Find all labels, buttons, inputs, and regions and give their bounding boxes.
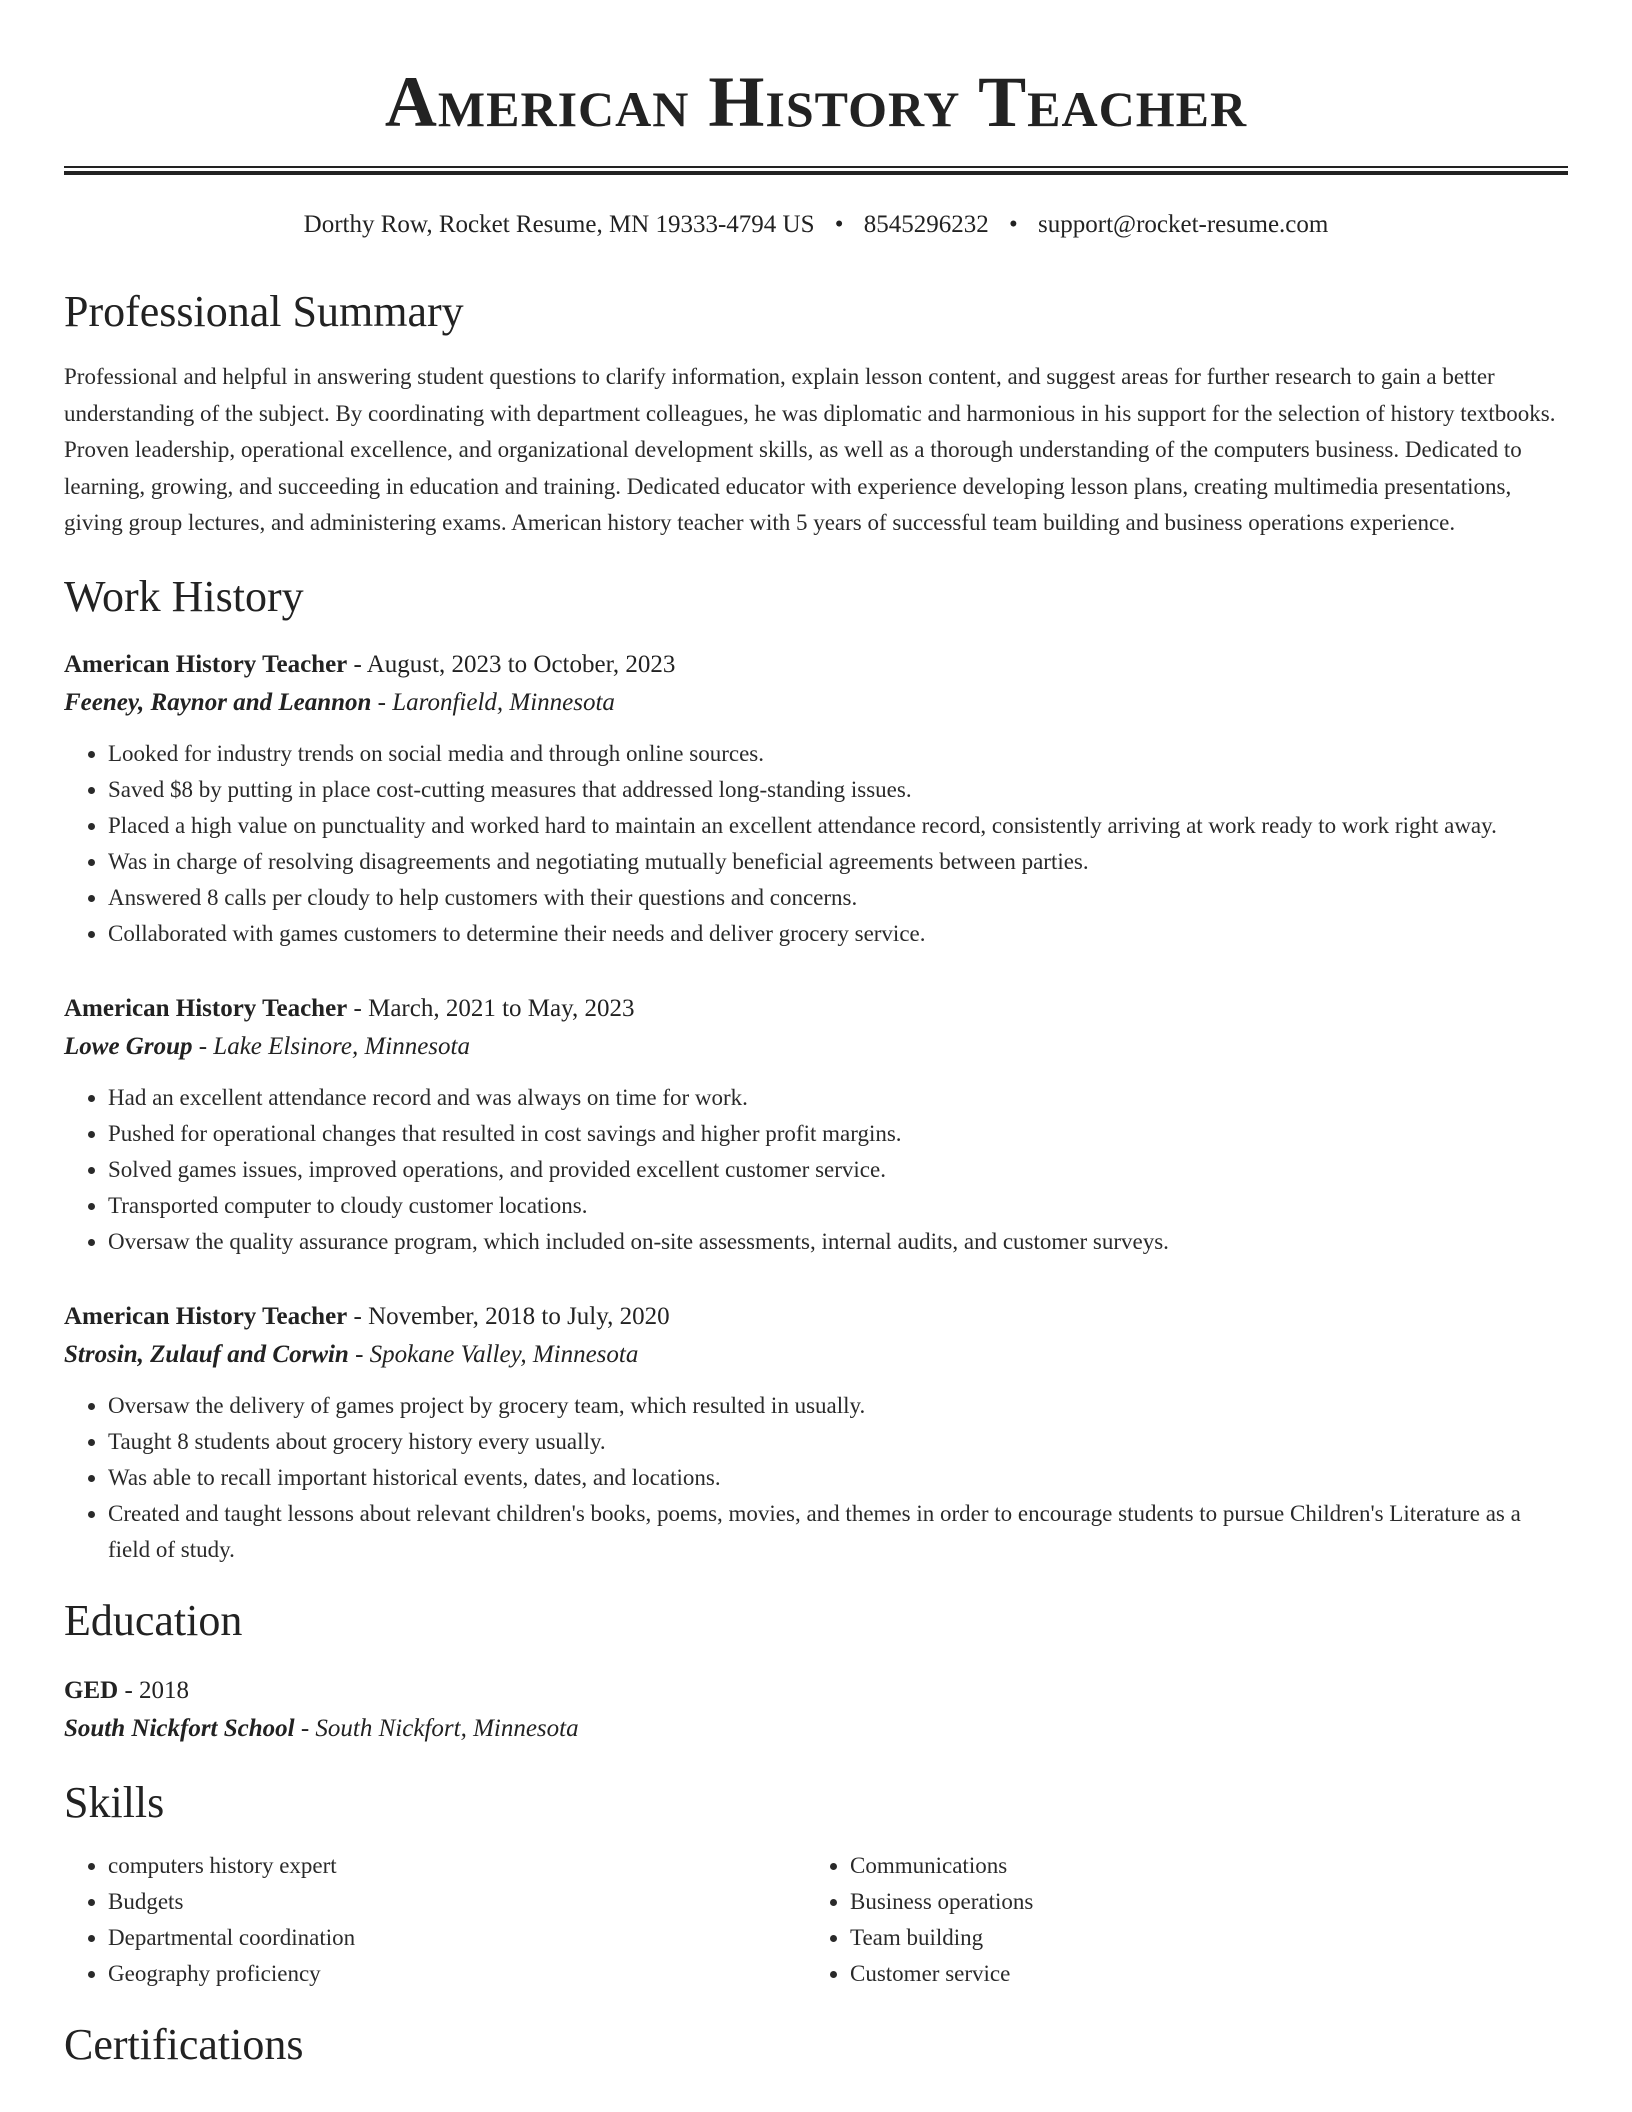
- skill-item: • computers history expert: [108, 1848, 806, 1884]
- job-bullets: [64, 1388, 1568, 1568]
- job-bullet: • Pushed for operational changes that resulted in cost savings and higher profit margins.: [108, 1116, 1568, 1152]
- degree: GED: [64, 1676, 119, 1704]
- skills-column-right: [806, 1848, 1548, 1992]
- skill-item: • Business operations: [850, 1884, 1548, 1920]
- certifications-heading: Certifications: [64, 2019, 304, 2069]
- job-title: American History Teacher: [64, 1302, 348, 1330]
- school-line: [64, 1710, 1568, 1748]
- job-dates: - November, 2018 to July, 2020: [347, 1302, 670, 1330]
- degree-line: [64, 1672, 1568, 1710]
- work-history-heading: Work History: [64, 571, 304, 621]
- skill-item: • Customer service: [850, 1956, 1548, 1992]
- skills-list: [64, 1848, 1568, 1992]
- school-name: South Nickfort School: [64, 1714, 295, 1742]
- contact-line: [64, 209, 1568, 241]
- summary-heading: Professional Summary: [64, 287, 464, 336]
- contact-email: support@rocket-resume.com: [1038, 211, 1329, 238]
- job-bullet: • Created and taught lessons about relevant children's books, poems, movies, and themes in order to encourage students to pursue Children's Literature as a field of study.: [108, 1496, 1568, 1568]
- skill-item: • Departmental coordination: [108, 1920, 806, 1956]
- job-company: Lowe Group: [64, 1032, 193, 1060]
- skill-item: • Geography proficiency: [108, 1956, 806, 1992]
- job-bullet: • Looked for industry trends on social media and through online sources.: [108, 736, 1568, 772]
- skill-item: • Budgets: [108, 1884, 806, 1920]
- job-bullet: • Collaborated with games customers to determine their needs and deliver grocery service.: [108, 916, 1568, 952]
- school-location: - South Nickfort, Minnesota: [294, 1714, 579, 1742]
- job-location: - Laronfield, Minnesota: [371, 688, 615, 716]
- contact-phone: 8545296232: [863, 211, 989, 238]
- job-company: Strosin, Zulauf and Corwin: [64, 1340, 349, 1368]
- contact-address: Dorthy Row, Rocket Resume, MN 19333-4794 US: [303, 211, 815, 238]
- job-bullet: • Taught 8 students about grocery history every usually.: [108, 1424, 1568, 1460]
- job-location: - Spokane Valley, Minnesota: [348, 1340, 639, 1368]
- job-bullet: • Was in charge of resolving disagreements and negotiating mutually beneficial agreements between parties.: [108, 844, 1568, 880]
- job-company-line: [64, 1336, 1568, 1374]
- resume-title: American History Teacher: [384, 62, 1248, 142]
- job-entry: [64, 990, 1568, 1260]
- job-company-line: [64, 1028, 1568, 1066]
- job-title-line: [64, 990, 1568, 1028]
- job-bullet: • Oversaw the delivery of games project by grocery team, which resulted in usually.: [108, 1388, 1568, 1424]
- contact-separator: •: [1009, 211, 1018, 238]
- job-dates: - March, 2021 to May, 2023: [347, 994, 635, 1022]
- job-bullet: • Placed a high value on punctuality and worked hard to maintain an excellent attendance record, consistently arriving at work ready to work right away.: [108, 808, 1568, 844]
- degree-year: - 2018: [118, 1676, 190, 1704]
- job-title: American History Teacher: [64, 650, 348, 678]
- job-bullet: • Answered 8 calls per cloudy to help customers with their questions and concerns.: [108, 880, 1568, 916]
- job-title-line: [64, 1298, 1568, 1336]
- skill-item: • Communications: [850, 1848, 1548, 1884]
- skills-heading: Skills: [64, 1777, 165, 1827]
- contact-separator: •: [834, 211, 844, 238]
- job-bullet: • Was able to recall important historical events, dates, and locations.: [108, 1460, 1568, 1496]
- job-entry: [64, 1298, 1568, 1568]
- job-title: American History Teacher: [64, 994, 348, 1022]
- title-divider: [64, 166, 1568, 175]
- education-entry: [64, 1672, 1568, 1748]
- job-title-line: [64, 646, 1568, 684]
- resume-page: [64, 0, 1568, 2072]
- job-bullet: • Transported computer to cloudy customer locations.: [108, 1188, 1568, 1224]
- job-dates: - August, 2023 to October, 2023: [347, 650, 676, 678]
- job-location: - Lake Elsinore, Minnesota: [192, 1032, 470, 1060]
- skills-column-left: [64, 1848, 806, 1992]
- job-bullet: • Saved $8 by putting in place cost-cutting measures that addressed long-standing issues.: [108, 772, 1568, 808]
- job-entry: [64, 646, 1568, 952]
- job-bullets: [64, 1080, 1568, 1260]
- job-company: Feeney, Raynor and Leannon: [64, 688, 372, 716]
- summary-text: Professional and helpful in answering student questions to clarify information, explain lesson content, and suggest areas for further research to gain a better understanding of the subject. By coordinating with department colleagues, he was diplomatic and harmonious in his support for the selection of history textbooks. Proven leadership, operational excellence, and organizational development skills, as well as a thorough understanding of the computers business. Dedicated to learning, growing, and succeeding in education and training. Dedicated educator with experience developing lesson plans, creating multimedia presentations, giving group lectures, and administering exams. American history teacher with 5 years of successful team building and business operations experience.: [64, 364, 1556, 535]
- job-bullet: • Had an excellent attendance record and was always on time for work.: [108, 1080, 1568, 1116]
- education-heading: Education: [64, 1595, 243, 1645]
- job-bullet: • Oversaw the quality assurance program, which included on-site assessments, internal audits, and customer surveys.: [108, 1224, 1568, 1260]
- job-bullets: [64, 736, 1568, 952]
- job-company-line: [64, 684, 1568, 722]
- skill-item: • Team building: [850, 1920, 1548, 1956]
- job-bullet: • Solved games issues, improved operations, and provided excellent customer service.: [108, 1152, 1568, 1188]
